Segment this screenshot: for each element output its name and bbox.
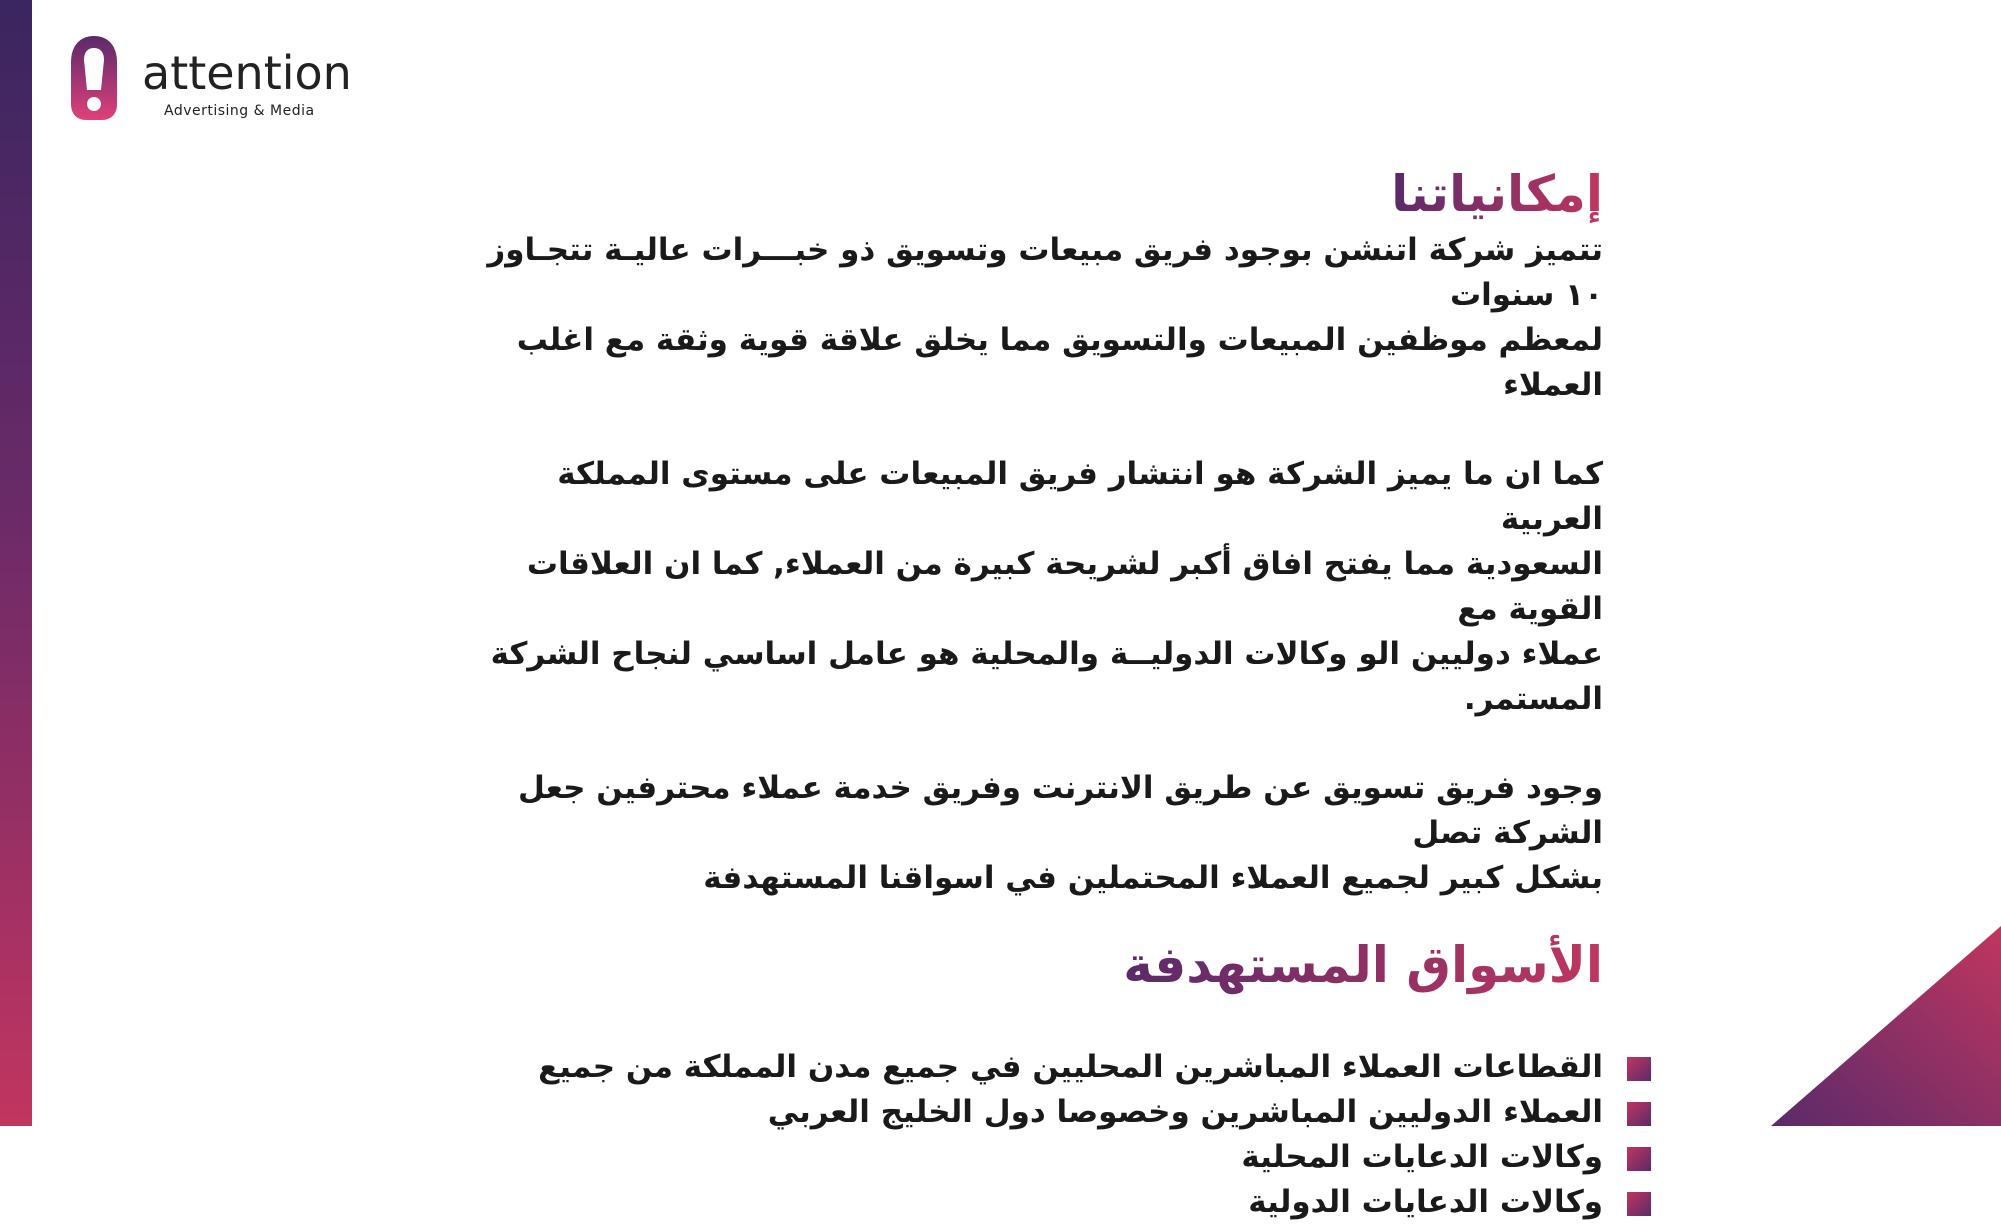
capabilities-paragraph xyxy=(463,452,1603,722)
paragraph-line: لمعظم موظفين المبيعات والتسويق مما يخلق علاقة قوية وثقة مع اغلب العملاء xyxy=(516,322,1603,403)
paragraph-line: كما ان ما يميز الشركة هو انتشار فريق المبيعات على مستوى المملكة العربية xyxy=(557,456,1603,537)
list-item xyxy=(463,1180,1603,1225)
square-bullet-icon xyxy=(1627,1057,1651,1081)
logo-wordmark: attention xyxy=(142,46,352,100)
capabilities-paragraph xyxy=(463,228,1603,408)
paragraph-line: السعودية مما يفتح افاق أكبر لشريحة كبيرة من العملاء, كما ان العلاقات القوية مع xyxy=(526,546,1603,627)
list-item-text: القطاعات العملاء المباشرين المحليين في جميع مدن المملكة من جميع xyxy=(538,1049,1603,1085)
capabilities-heading: إمكانياتنا xyxy=(1391,160,1603,228)
list-item-text: وكالات الدعايات المحلية xyxy=(1241,1139,1603,1175)
list-item-text: وكالات الدعايات الدولية xyxy=(1248,1184,1603,1220)
company-logo xyxy=(68,34,368,124)
paragraph-line: تتميز شركة اتنشن بوجود فريق مبيعات وتسويق ذو خبـــرات عاليـة تتجـاوز ١٠ سنوات xyxy=(487,232,1603,313)
list-item xyxy=(463,1135,1603,1180)
list-item xyxy=(463,1045,1603,1090)
square-bullet-icon xyxy=(1627,1147,1651,1171)
square-bullet-icon xyxy=(1627,1192,1651,1216)
capabilities-paragraph xyxy=(463,766,1603,901)
corner-triangle-decoration xyxy=(1771,926,2001,1126)
logo-mark-icon xyxy=(68,34,120,122)
logo-tagline: Advertising & Media xyxy=(164,103,315,119)
target-markets-list xyxy=(463,1045,1603,1225)
left-accent-bar xyxy=(0,0,32,1126)
paragraph-line: وجود فريق تسويق عن طريق الانترنت وفريق خدمة عملاء محترفين جعل الشركة تصل xyxy=(518,770,1603,851)
list-item xyxy=(463,1090,1603,1135)
list-item-text: العملاء الدوليين المباشرين وخصوصا دول الخليج العربي xyxy=(767,1094,1603,1130)
paragraph-line: عملاء دوليين الو وكالات الدوليــة والمحلية هو عامل اساسي لنجاح الشركة المستمر. xyxy=(490,636,1603,717)
paragraph-line: بشكل كبير لجميع العملاء المحتملين في اسواقنا المستهدفة xyxy=(703,860,1603,896)
target-markets-heading: الأسواق المستهدفة xyxy=(1123,931,1603,999)
square-bullet-icon xyxy=(1627,1102,1651,1126)
main-content xyxy=(463,160,1603,1225)
